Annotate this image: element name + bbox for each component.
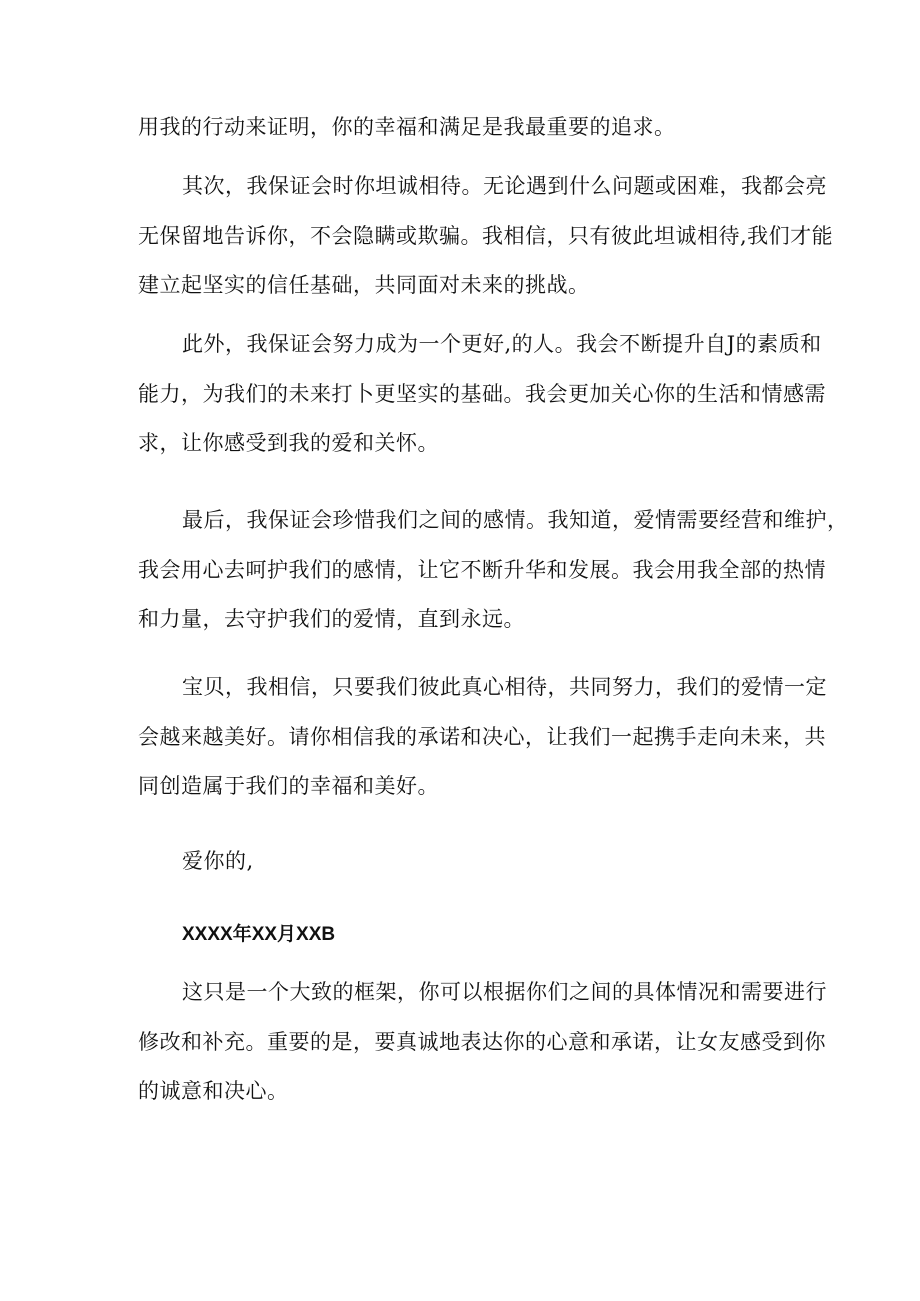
- note-line-3: 的诚意和决心。: [138, 1079, 289, 1103]
- note-line-1: 这只是一个大致的框架，你可以根据你们之间的具体情况和需要进行: [182, 980, 827, 1004]
- paragraph-honesty: [138, 162, 834, 311]
- date-block: [138, 910, 788, 960]
- paragraph-honesty-line-3: 建立起坚实的信任基础，共同面对未来的挑战。: [138, 273, 590, 297]
- paragraph-honesty-line-2: 无保留地告诉你，不会隐瞒或欺骗。我相信，只有彼此坦诚相待,我们才能: [138, 223, 834, 248]
- paragraph-self-improvement-line-2: 能力，为我们的未来打卜更坚实的基础。我会更加关心你的生活和情感需: [138, 381, 826, 406]
- paragraph-cherish-line-1: 最后，我保证会珍惜我们之间的感情。我知道，爱情需要经营和维护，: [182, 508, 849, 532]
- paragraph-belief: [138, 663, 827, 812]
- paragraph-self-improvement-line-3: 求，让你感受到我的爱和关怀。: [138, 431, 439, 455]
- paragraph-belief-line-2: 会越来越美好。请你相信我的承诺和决心，让我们一起携手走向未来，共: [138, 724, 826, 749]
- paragraph-belief-line-3: 同创造属于我们的幸福和美好。: [138, 774, 439, 798]
- paragraph-cherish-line-2: 我会用心去呵护我们的感情，让它不断升华和发展。我会用我全部的热情: [138, 557, 826, 582]
- closing: [138, 837, 788, 887]
- paragraph-belief-line-1: 宝贝，我相信，只要我们彼此真心相待，共同努力，我们的爱情一定: [182, 675, 827, 699]
- paragraph-self-improvement: [138, 320, 826, 469]
- date-line: XXXX年XX月XXB: [182, 924, 336, 945]
- paragraph-honesty-line-1: 其次，我保证会时你坦诚相待。无论遇到什么问题或困难，我都会亮: [182, 174, 827, 198]
- paragraph-cherish-line-3: 和力量，去守护我们的爱情，直到永远。: [138, 607, 525, 631]
- paragraph-cherish: [138, 496, 849, 645]
- document-body: [138, 103, 788, 153]
- paragraph-opening-line-1: 用我的行动来证明，你的幸福和满足是我最重要的追求。: [138, 115, 676, 139]
- paragraph-self-improvement-line-1: 此外，我保证会努力成为一个更好,的人。我会不断提升自J的素质和: [182, 332, 822, 356]
- note-line-2: 修改和补充。重要的是，要真诚地表达你的心意和承诺，让女友感受到你: [138, 1029, 826, 1054]
- closing-line: 爱你的,: [182, 849, 254, 873]
- note-paragraph: [138, 968, 827, 1117]
